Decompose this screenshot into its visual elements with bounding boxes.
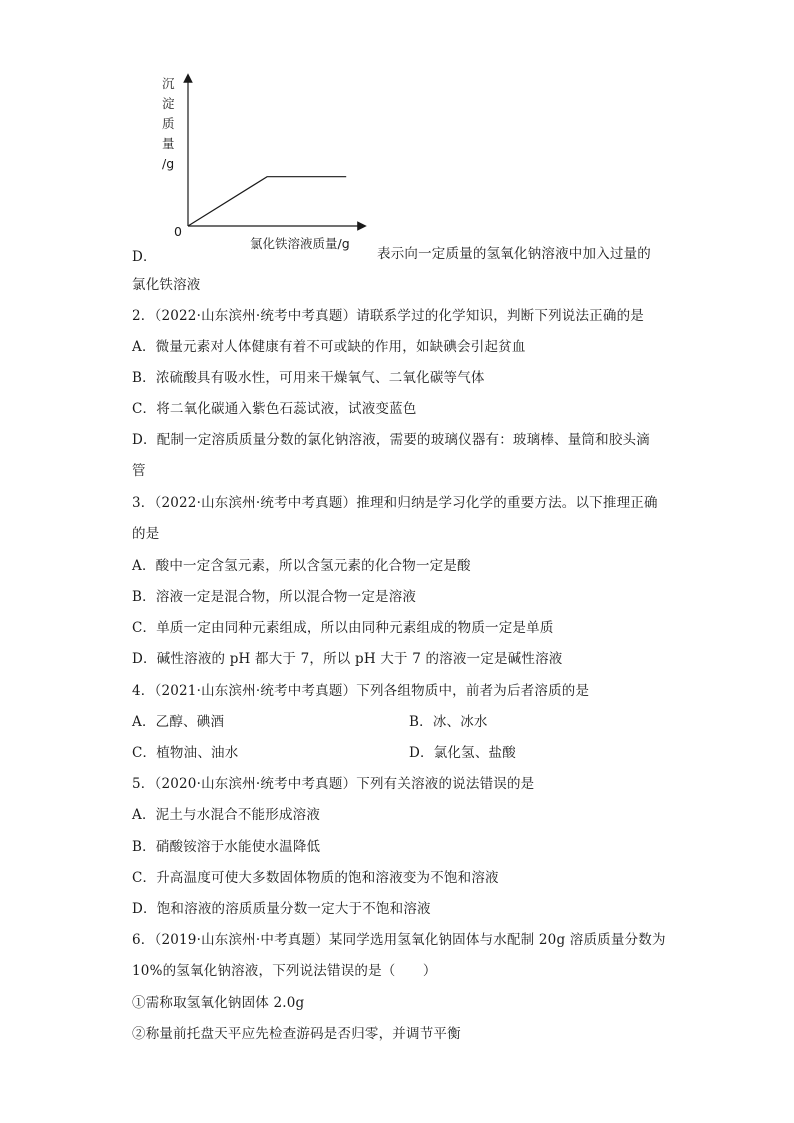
q6-stem-line2: 10%的氢氧化钠溶液，下列说法错误的是（ ） [132,963,437,979]
q1-option-d-desc-line1: 表示向一定质量的氢氧化钠溶液中加入过量的 [377,246,651,262]
data-line [188,177,346,226]
q2-option-b: B．浓硫酸具有吸水性，可用来干燥氧气、二氧化碳等气体 [132,370,485,386]
q2-option-c: C．将二氧化碳通入紫色石蕊试液，试液变蓝色 [132,401,417,417]
q2-option-d-line2: 管 [132,463,146,479]
q6-item-1: ①需称取氢氧化钠固体 2.0g [132,995,305,1011]
q2-option-a: A．微量元素对人体健康有着不可或缺的作用，如缺碘会引起贫血 [132,339,526,355]
q3-option-d: D．碱性溶液的 pH 都大于 7，所以 pH 大于 7 的溶液一定是碱性溶液 [132,651,563,667]
y-label-char: 淀 [162,96,175,111]
q2-option-d-line1: D．配制一定溶质质量分数的氯化钠溶液，需要的玻璃仪器有：玻璃棒、量筒和胶头滴 [132,432,650,448]
q5-option-c: C．升高温度可使大多数固体物质的饱和溶液变为不饱和溶液 [132,870,499,886]
q5-option-b: B．硝酸铵溶于水能使水温降低 [132,839,321,855]
y-axis-label [162,76,175,171]
q6-stem-line1: 6．（2019·山东滨州·中考真题）某同学选用氢氧化钠固体与水配制 20g 溶质质量分数为 [132,932,666,948]
q4-option-d: D．氯化氢、盐酸 [409,745,516,761]
q6-item-2: ②称量前托盘天平应先检查游码是否归零，并调节平衡 [132,1026,461,1042]
q3-option-a: A．酸中一定含氢元素，所以含氢元素的化合物一定是酸 [132,558,471,574]
q5-stem: 5．（2020·山东滨州·统考中考真题）下列有关溶液的说法错误的是 [132,776,535,792]
q2-stem: 2．（2022·山东滨州·统考中考真题）请联系学过的化学知识，判断下列说法正确的是 [132,308,644,324]
q3-stem-line2: 的是 [132,526,160,542]
q4-option-a: A．乙醇、碘酒 [132,714,225,730]
q4-stem: 4．（2021·山东滨州·统考中考真题）下列各组物质中，前者为后者溶质的是 [132,683,590,699]
q1-option-d-desc-line2: 氯化铁溶液 [132,277,201,293]
q3-option-c: C．单质一定由同种元素组成，所以由同种元素组成的物质一定是单质 [132,620,554,636]
y-label-char: 质 [162,116,175,131]
y-label-char: /g [162,156,175,171]
q5-option-a: A．泥土与水混合不能形成溶液 [132,807,321,823]
y-label-char: 沉 [162,76,175,91]
q1-option-d-letter: D． [132,249,157,265]
q3-option-b: B．溶液一定是混合物，所以混合物一定是溶液 [132,589,417,605]
q5-option-d: D．饱和溶液的溶质质量分数一定大于不饱和溶液 [132,901,431,917]
y-label-char: 量 [162,136,175,151]
q4-option-c: C．植物油、油水 [132,745,239,761]
x-axis-label: 氯化铁溶液质量/g [250,236,350,251]
precipitate-mass-chart [150,70,380,260]
origin-label: 0 [174,224,182,239]
q4-option-b: B．冰、冰水 [409,714,488,730]
q3-stem-line1: 3．（2022·山东滨州·统考中考真题）推理和归纳是学习化学的重要方法。以下推理正确 [132,495,658,511]
